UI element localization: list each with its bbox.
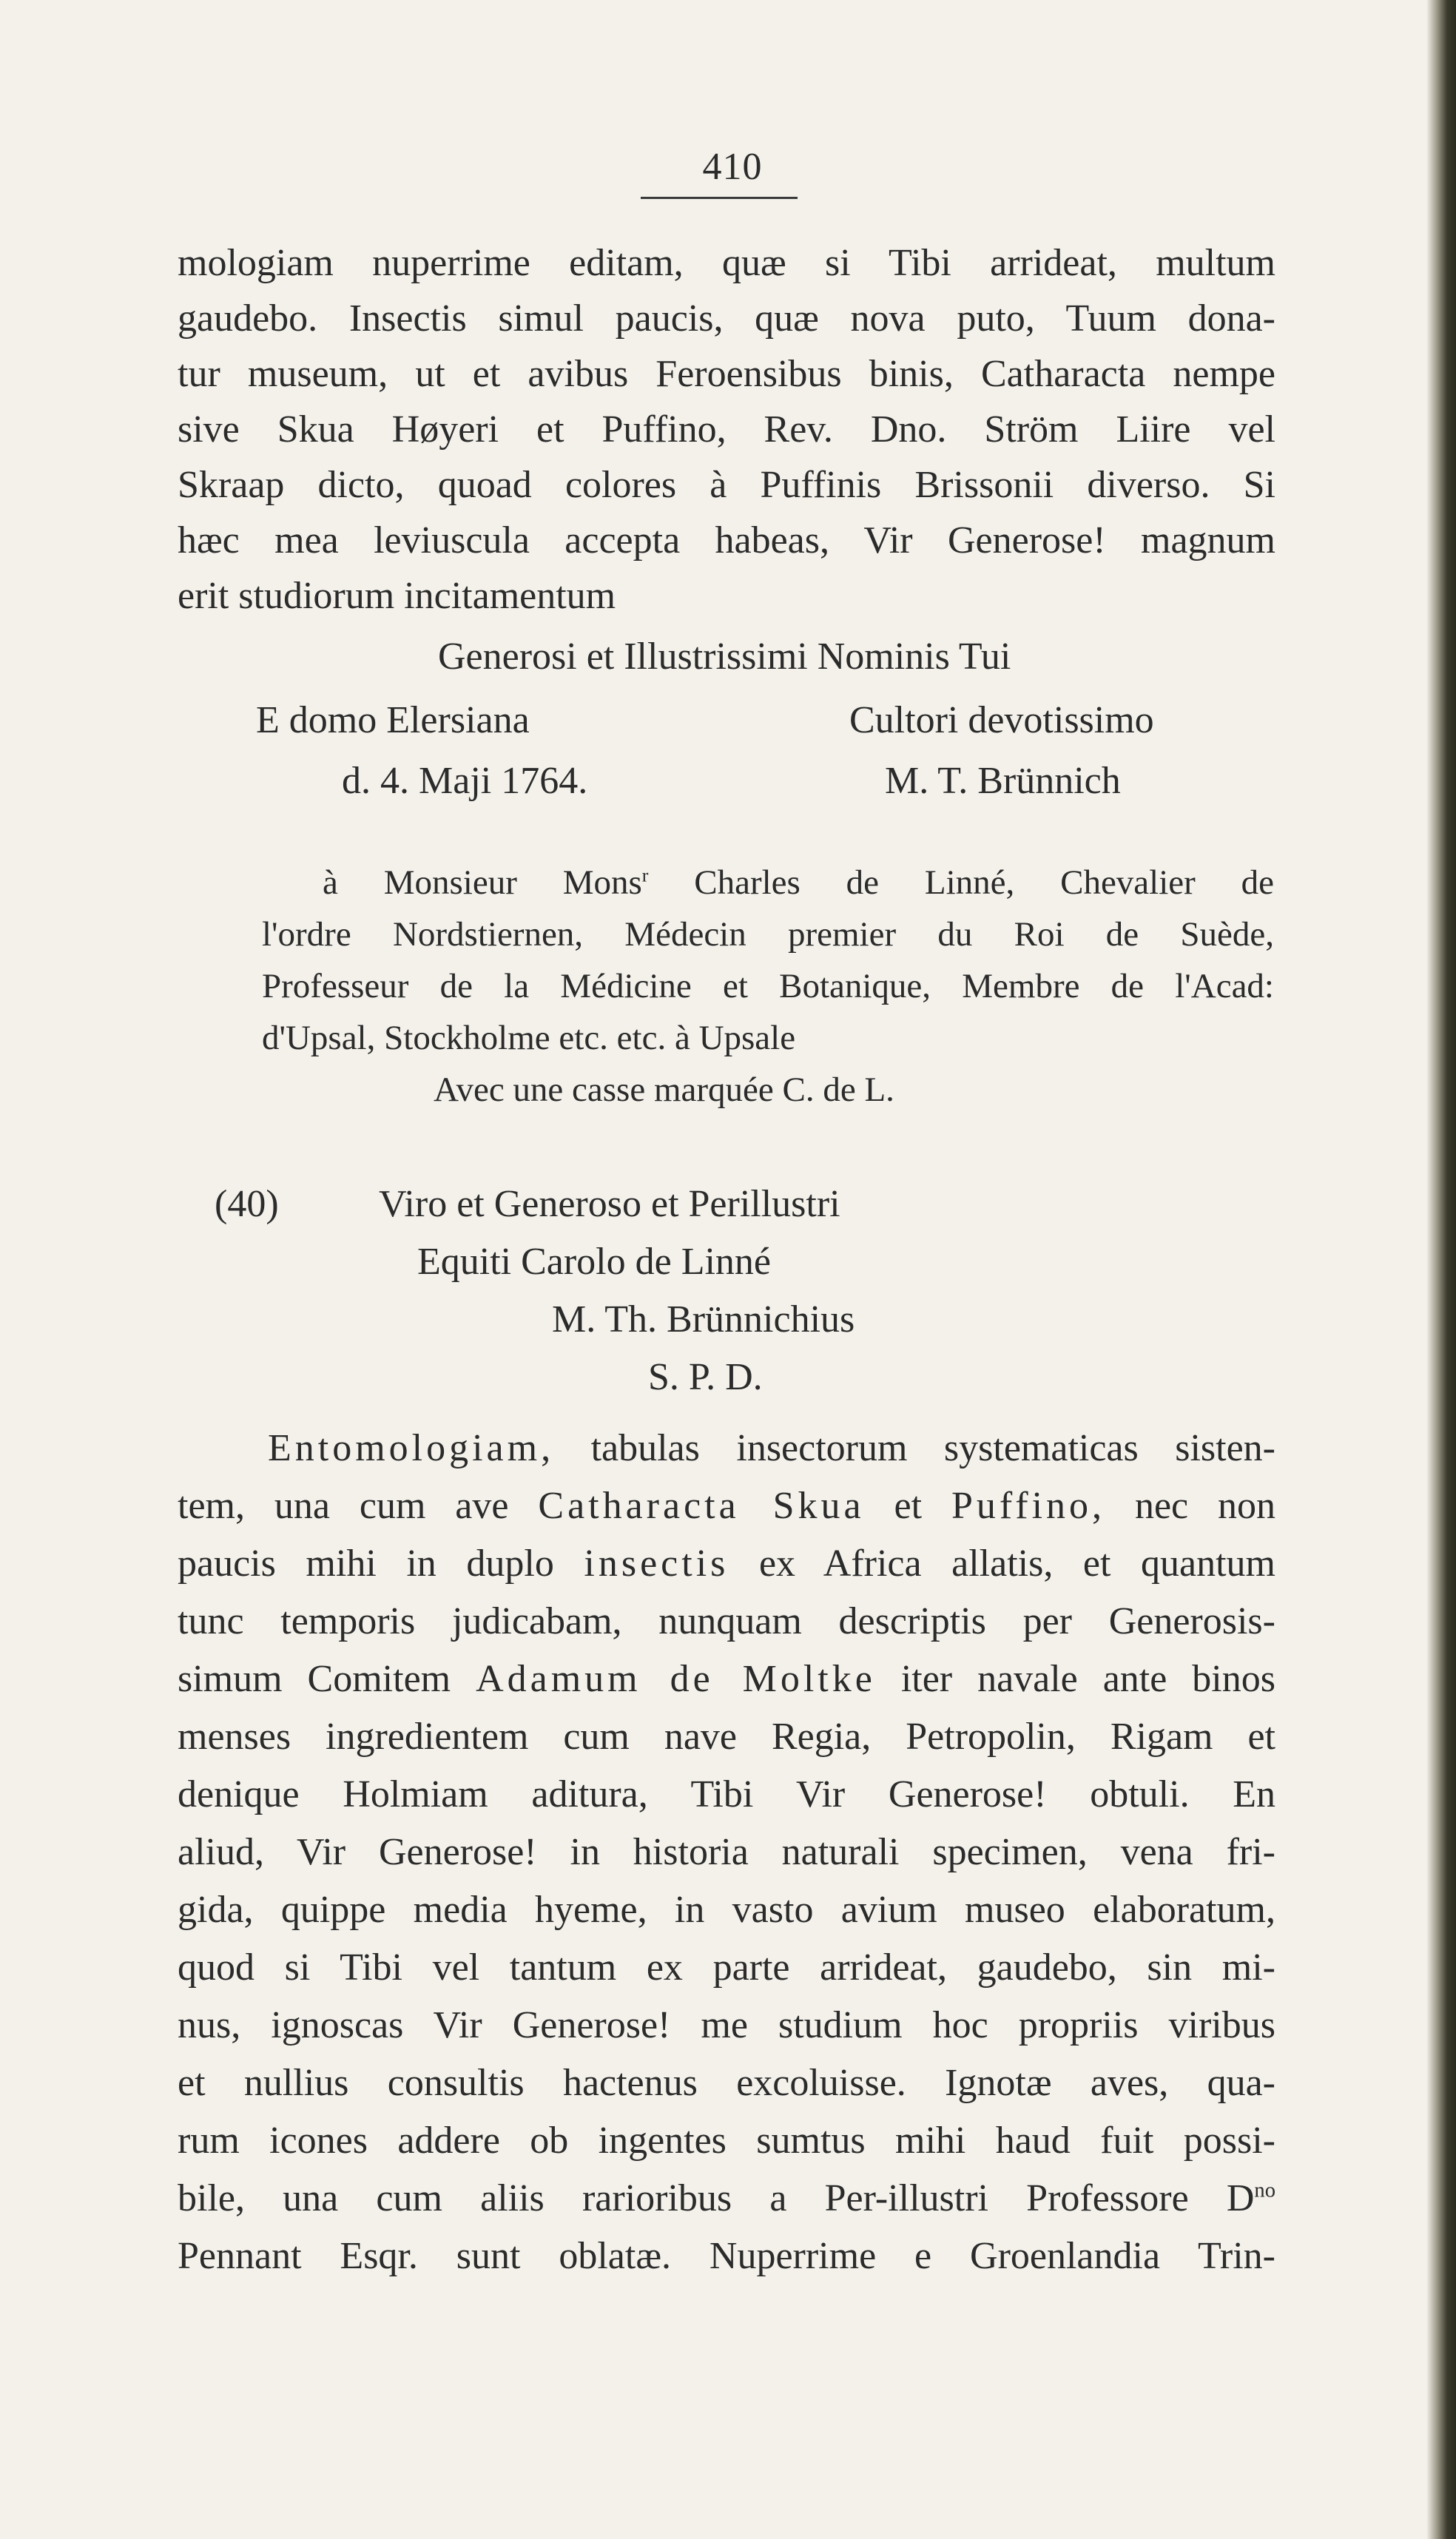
text-line: nus, ignoscas Vir Generose! me studium hoc propriis viribus bbox=[178, 2004, 1275, 2046]
text-line: tem, una cum ave Catharacta Skua et Puffino, nec non bbox=[178, 1485, 1276, 1527]
letter-number: (40) bbox=[215, 1183, 279, 1225]
text-line: Entomologiam, tabulas insectorum systematicas sisten- bbox=[268, 1427, 1275, 1469]
text-line: quod si Tibi vel tantum ex parte arrideat, gaudebo, sin mi- bbox=[178, 1946, 1275, 1989]
text-line: et nullius consultis hactenus excoluisse. Ignotæ aves, qua- bbox=[178, 2062, 1275, 2104]
text-line: bile, una cum aliis rarioribus a Per-illustri Professore $D^{no}$ bbox=[178, 2177, 1275, 2219]
text-line: erit studiorum incitamentum bbox=[178, 575, 616, 617]
text-line: denique Holmiam aditura, Tibi Vir Generose! obtuli. En bbox=[178, 1773, 1275, 1815]
address-line: l'ordre Nordstiernen, Médecin premier du Roi de Suède, bbox=[262, 915, 1274, 954]
letter-heading: Equiti Carolo de Linné bbox=[417, 1241, 772, 1283]
letter-heading: Viro et Generoso et Perillustri bbox=[379, 1183, 840, 1225]
text-line: hæc mea leviuscula accepta habeas, Vir Generose! magnum bbox=[178, 519, 1275, 562]
text-line: paucis mihi in duplo insectis ex Africa allatis, et quantum bbox=[178, 1542, 1275, 1585]
closing-place: E domo Elersiana bbox=[256, 699, 530, 741]
address-line: à Monsieur Mons$^r$ Charles de Linné, Chevalier de bbox=[323, 863, 1275, 902]
text-line: Pennant Esqr. sunt oblatæ. Nuperrime e Groenlandia Trin- bbox=[178, 2235, 1275, 2277]
address-line: Professeur de la Médicine et Botanique, Membre de l'Acad: bbox=[262, 967, 1274, 1005]
text-line: menses ingredientem cum nave Regia, Petropolin, Rigam et bbox=[178, 1716, 1275, 1758]
text-line: tur museum, ut et avibus Feroensibus binis, Catharacta nempe bbox=[178, 353, 1275, 395]
letter-heading: M. Th. Brünnichius bbox=[552, 1298, 855, 1341]
text-line: simum Comitem Adamum de Moltke iter navale ante binos bbox=[178, 1658, 1275, 1700]
closing-devotion: Cultori devotissimo bbox=[849, 699, 1154, 741]
text-line: Skraap dicto, quoad colores à Puffinis Brissonii diverso. Si bbox=[178, 464, 1275, 506]
address-line: Avec une casse marquée C. de L. bbox=[434, 1070, 894, 1109]
address-line: d'Upsal, Stockholme etc. etc. à Upsale bbox=[262, 1019, 796, 1057]
text-line: sive Skua Høyeri et Puffino, Rev. Dno. Ström Liire vel bbox=[178, 408, 1275, 451]
book-binding-edge bbox=[1426, 0, 1456, 2539]
text-line: mologiam nuperrime editam, quæ si Tibi arrideat, multum bbox=[178, 242, 1275, 284]
letter-salutation: S. P. D. bbox=[648, 1356, 763, 1398]
text-line: aliud, Vir Generose! in historia naturali specimen, vena fri- bbox=[178, 1831, 1275, 1873]
text-line: rum icones addere ob ingentes sumtus mihi haud fuit possi- bbox=[178, 2120, 1275, 2162]
text-line: tunc temporis judicabam, nunquam descriptis per Generosis- bbox=[178, 1600, 1275, 1642]
closing-formula: Generosi et Illustrissimi Nominis Tui bbox=[438, 635, 1011, 678]
text-line: gaudebo. Insectis simul paucis, quæ nova puto, Tuum dona- bbox=[178, 297, 1275, 340]
page-number: 410 bbox=[702, 146, 763, 188]
text-line: gida, quippe media hyeme, in vasto avium museo elaboratum, bbox=[178, 1889, 1275, 1931]
closing-date: d. 4. Maji 1764. bbox=[342, 760, 588, 802]
closing-signature: M. T. Brünnich bbox=[885, 760, 1121, 802]
page-number-rule bbox=[641, 197, 798, 199]
